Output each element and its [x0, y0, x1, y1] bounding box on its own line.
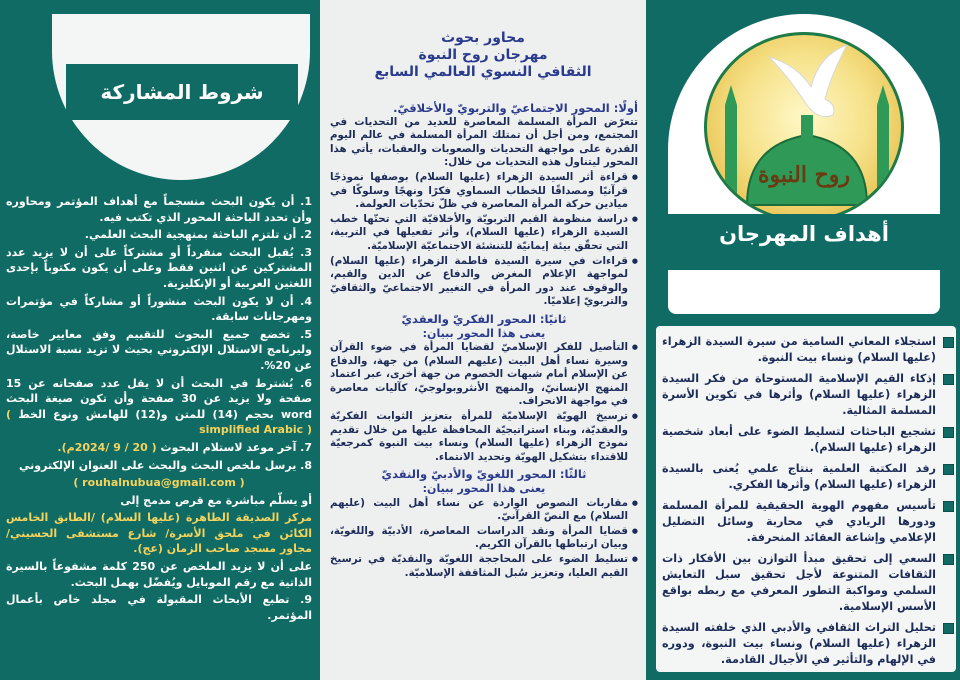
axes-header-line-1: محاور بحوث — [441, 30, 525, 46]
condition-item-6 — [6, 376, 312, 438]
minaret-right — [877, 105, 889, 215]
axes-header-line-3: الثقافي النسوي العالمي السابع — [374, 64, 592, 80]
summary-note: على أن لا يزيد الملخص عن 250 كلمة مشفوعاً بالسيرة الذاتية مع رقم الموبايل ويُفضّل بهمل البحث. — [6, 560, 312, 589]
axes-body — [330, 100, 638, 580]
delivery-address: مركز الصديقة الطاهرة (عليها السلام) /الطابق الخامس الكائن في ملحق الأسرة/ شارع مستشفى الحسيني/ مجاور مسجد صاحب الزمان (عج). — [6, 511, 312, 556]
axis-1-intro: تتعرّض المرأة المسلمة المعاصرة للعديد من التحديات في المجتمع، ومن أجل أن تمتلك المرأة المسلمة في عالم اليوم القدرة على مواجهة التحديات والصعوبات والعقبات، يأتي هذا المحور ليتناول هذه التحديات من خلال: — [330, 115, 638, 169]
email-address[interactable]: ( rouhalnubua@gmail.com ) — [73, 476, 245, 490]
goal-text: إذكاء القيم الإسلامية المستوحاة من فكر السيدة الزهراء (عليها السلام) وأثرها في تكوين الأسرة المسلمة المثالية. — [662, 372, 936, 417]
axis-2-list — [330, 341, 638, 464]
square-bullet-icon — [943, 337, 954, 348]
axis-3-subtitle: يعنى هذا المحور ببيان: — [422, 482, 546, 496]
dove-shape — [769, 45, 847, 117]
deadline-label: 7. آخر موعد لاستلام البحوث — [160, 440, 312, 454]
axes-header — [330, 30, 636, 81]
condition-item-6-text: 6. يُشترط في البحث أن لا يقل عدد صفحاته عن 15 صفحة ولا يزيد عن 30 صفحة وأن تكون صيغة البحث word بحجم (14) للمتن و(12) للهامش ونوع الخط — [6, 376, 312, 421]
condition-item-5: 5. تخضع جميع البحوث للتقييم وفق معايير خاصة، وليرنامج الاستلال الإلكتروني بحيث لا تزيد نسبة الاستلال عن 20%. — [6, 327, 312, 372]
goal-item — [662, 334, 954, 366]
delivery-note: أو يسلّم مباشرة مع قرص مدمج إلى — [120, 493, 312, 507]
axis-3-list — [330, 497, 638, 581]
axis-2-item: ● ترسيخ الهويّة الإسلاميّة للمرأة بتعزيز الثوابت الفكريّة والعقديّة، وبناء استراتيجيّة المحافظة عليها من خلال تقديم نموذج الزهراء (عليها السلام) ونساء بيت النبوة كمرجعيّة للاقتداء بتشكيل الهويّة وتحديد الانتماء. — [330, 410, 638, 464]
conditions-list — [6, 194, 312, 625]
goal-text: تأسيس مفهوم الهوية الحقيقية للمرأة المسلمة ودورها الريادي في محاربة وسائل التضليل الإعلامي وإشاعة العقائد المنحرفة. — [662, 499, 936, 544]
condition-item-8: 8. يرسل ملخص البحث والبحث على العنوان الإلكتروني — [19, 458, 312, 472]
font-note: ( simplified Arabic ) — [6, 407, 312, 437]
goal-text: السعي إلى تحقيق مبدأ التوازن بين الأفكار ذات الثقافات المتنوعة لأجل تحقيق سبل التعايش السلمي ومواكبة التطور المعرفي مع ربطه بواقع الأسس الإسلامية. — [662, 552, 936, 613]
dome-spire — [801, 115, 813, 137]
axis-3-item: ● مقاربات النصوص الواردة عن نساء أهل البيت (عليهم السلام) مع النصّ القرآنيّ. — [330, 497, 638, 524]
axis-2-subtitle: يعنى هذا المحور ببيان: — [422, 326, 546, 340]
goal-text: استجلاء المعاني السامية من سيرة السيدة الزهراء (عليها السلام) ونساء بيت النبوة. — [662, 335, 936, 364]
axis-2-title: ثانيًا: المحور الفكريّ والعقديّ — [401, 311, 567, 326]
condition-item-9: 9. تطبع الأبحاث المقبولة في مجلد خاص بأعمال المؤتمر. — [6, 593, 312, 622]
square-bullet-icon — [943, 374, 954, 385]
dove-dome-logo-icon — [704, 32, 904, 222]
axis-3-item: ● تسليط الضوء على المحاججة اللغويّة والنقديّة في ترسيخ القيم العليا، وتعزيز سُبل المثاقفة الإسلاميّة. — [330, 553, 638, 580]
axis-1-item: ● دراسة منظومة القيم التربويّة والأخلاقيّة التي تحتّها خطب السيدة الزهراء (عليها السلام)، وأثر تفعيلها في التربية، التي تحقّق بيئة إيمانيّة للتنشئة الاجتماعيّة الإسلاميّة. — [330, 213, 638, 254]
goals-title: أهداف المهرجان — [719, 222, 889, 246]
axis-1-title: أولًا: المحور الاجتماعيّ والتربويّ والأخلاقيّ. — [393, 101, 638, 115]
goal-item — [662, 371, 954, 419]
condition-item-7 — [6, 440, 312, 456]
condition-item-3: 3. يُقبل البحث منفرداً أو مشتركاً على أن لا يزيد عدد المشتركين عن اثنين فقط وعلى أن يكون مكتوباً بإحدى اللغتين العربية أو الإنكليزية. — [6, 245, 312, 290]
square-bullet-icon — [943, 623, 954, 634]
minaret-right-top — [877, 85, 889, 105]
axis-2-item: ● التأصيل للفكر الإسلاميّ لقضايا المرأة في ضوء القرآن وسيرة نساء أهل البيت (عليهم السلام) من جهة، والدفاع عن الإسلام أمام شبهات الخصوم من جهة أخرى، عبر اعتماد المنهج الإنسانيّ، والمنهج الأنثروبولوجيّ، كآليات معاصرة في مواجهة الانحراف. — [330, 341, 638, 409]
conditions-title: شروط المشاركة — [100, 80, 264, 104]
goals-panel — [648, 0, 960, 680]
goal-text: رفد المكتبة العلمية بنتاج علمي يُعنى بالسيدة الزهراء (عليها السلام) وأثرها الفكري. — [662, 462, 936, 491]
axes-panel — [320, 0, 646, 680]
axis-1-list — [330, 171, 638, 309]
axis-1-item: ● قراءة أثر السيدة الزهراء (عليها السلام) بوصفها نموذجًا قرآنيًا ومصداقًا للخطاب السماوي فكرًا ونهجًا وسلوكًا في ميادين حركة المرأة المعاصرة في ظلّ تحدّيات العولمة. — [330, 171, 638, 212]
square-bullet-icon — [943, 554, 954, 565]
condition-item-4: 4. أن لا يكون البحث منشوراً أو مشاركاً في مؤتمرات ومهرجانات سابقة. — [6, 294, 312, 324]
logo-text: روح النبوة — [757, 162, 851, 188]
axis-3-item: ● قضايا المرأة ونقد الدراسات المعاصرة، الأدبيّة واللغويّة، وبيان ارتباطها بالقرآن الكريم. — [330, 525, 638, 552]
deadline-date: ( 20 / 9 /2024م). — [57, 440, 157, 454]
axes-header-line-2: مهرجان روح النبوة — [418, 47, 548, 63]
minaret-left-top — [725, 85, 737, 105]
square-bullet-icon — [943, 427, 954, 438]
goal-item — [662, 620, 954, 668]
goals-list — [662, 334, 954, 673]
conditions-panel — [0, 0, 318, 680]
goal-text: تشجيع الباحثات لتسليط الضوء على أبعاد شخصية الزهراء (عليها السلام). — [662, 425, 936, 454]
goal-item — [662, 498, 954, 546]
square-bullet-icon — [943, 464, 954, 475]
square-bullet-icon — [943, 501, 954, 512]
condition-item-2: 2. أن تلتزم الباحثة بمنهجية البحث العلمي. — [84, 228, 312, 242]
axis-1-item: ● قراءات في سيرة السيدة فاطمة الزهراء (عليها السلام) لمواجهة الإعلام المغرض والدفاع عن الدين والقيم، والوقوف عند دور المرأة في التغيير الاجتماعيّ والثقافيّ والتربويّ إعلاميًا. — [330, 255, 638, 309]
logo-graphic — [707, 35, 904, 222]
axis-3-title: ثالثًا: المحور اللغويّ والأدبيّ والنقديّ — [381, 467, 587, 482]
goal-item — [662, 461, 954, 493]
condition-item-1: 1. أن يكون البحث منسجماً مع أهداف المؤتمر ومحاوره وأن تحدد الباحثة المحور الذي تكتب فيه. — [6, 195, 312, 224]
minaret-left — [725, 105, 737, 215]
goal-text: تحليل التراث الثقافي والأدبي الذي خلفته السيدة الزهراء (عليها السلام) ونساء بيت النبوة، ودوره في الإلهام والتأثير في الأجيال القادمة. — [662, 621, 936, 666]
goal-item — [662, 424, 954, 456]
goal-item — [662, 551, 954, 615]
